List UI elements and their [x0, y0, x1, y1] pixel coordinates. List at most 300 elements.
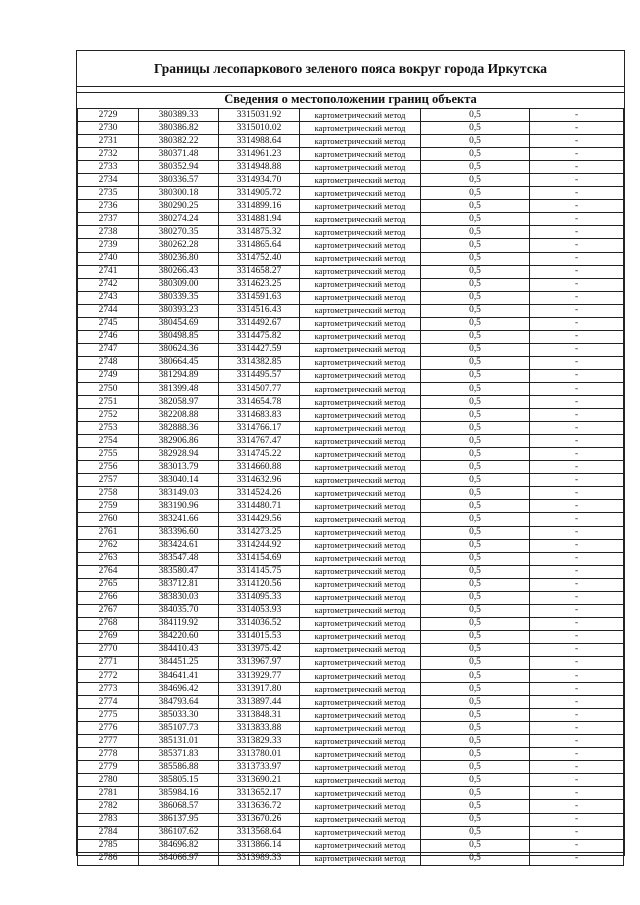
- accuracy-cell: 0,5: [421, 630, 530, 643]
- description-cell: -: [530, 565, 624, 578]
- y-coordinate-cell: 3314961.23: [219, 148, 300, 161]
- method-cell: картометрический метод: [300, 382, 421, 395]
- table-row: [78, 148, 624, 161]
- y-coordinate-cell: 3313866.14: [219, 839, 300, 852]
- y-coordinate-cell: 3314154.69: [219, 552, 300, 565]
- method-cell: картометрический метод: [300, 239, 421, 252]
- y-coordinate-cell: 3313975.42: [219, 643, 300, 656]
- y-coordinate-cell: 3314654.78: [219, 396, 300, 409]
- description-cell: -: [530, 826, 624, 839]
- point-number-cell: 2768: [78, 617, 139, 630]
- x-coordinate-cell: 383424.61: [139, 539, 219, 552]
- table-row: [78, 330, 624, 343]
- accuracy-cell: 0,5: [421, 278, 530, 291]
- x-coordinate-cell: 380339.35: [139, 291, 219, 304]
- method-cell: картометрический метод: [300, 448, 421, 461]
- x-coordinate-cell: 384696.42: [139, 683, 219, 696]
- table-row: [78, 265, 624, 278]
- description-cell: -: [530, 670, 624, 683]
- description-cell: -: [530, 748, 624, 761]
- x-coordinate-cell: 380371.48: [139, 148, 219, 161]
- coordinates-table: [77, 108, 624, 866]
- point-number-cell: 2772: [78, 670, 139, 683]
- method-cell: картометрический метод: [300, 565, 421, 578]
- point-number-cell: 2730: [78, 122, 139, 135]
- method-cell: картометрический метод: [300, 539, 421, 552]
- x-coordinate-cell: 385371.83: [139, 748, 219, 761]
- x-coordinate-cell: 380274.24: [139, 213, 219, 226]
- method-cell: картометрический метод: [300, 604, 421, 617]
- y-coordinate-cell: 3314905.72: [219, 187, 300, 200]
- table-row: [78, 800, 624, 813]
- x-coordinate-cell: 380386.82: [139, 122, 219, 135]
- accuracy-cell: 0,5: [421, 396, 530, 409]
- method-cell: картометрический метод: [300, 422, 421, 435]
- x-coordinate-cell: 383040.14: [139, 474, 219, 487]
- method-cell: картометрический метод: [300, 200, 421, 213]
- x-coordinate-cell: 383547.48: [139, 552, 219, 565]
- table-row: [78, 696, 624, 709]
- table-row: [78, 722, 624, 735]
- point-number-cell: 2746: [78, 330, 139, 343]
- y-coordinate-cell: 3314145.75: [219, 565, 300, 578]
- y-coordinate-cell: 3314516.43: [219, 304, 300, 317]
- table-row: [78, 161, 624, 174]
- accuracy-cell: 0,5: [421, 435, 530, 448]
- y-coordinate-cell: 3314015.53: [219, 630, 300, 643]
- point-number-cell: 2783: [78, 813, 139, 826]
- method-cell: картометрический метод: [300, 226, 421, 239]
- x-coordinate-cell: 385033.30: [139, 709, 219, 722]
- method-cell: картометрический метод: [300, 670, 421, 683]
- accuracy-cell: 0,5: [421, 513, 530, 526]
- description-cell: -: [530, 683, 624, 696]
- table-row: [78, 748, 624, 761]
- description-cell: -: [530, 500, 624, 513]
- point-number-cell: 2734: [78, 174, 139, 187]
- description-cell: -: [530, 409, 624, 422]
- point-number-cell: 2755: [78, 448, 139, 461]
- x-coordinate-cell: 385131.01: [139, 735, 219, 748]
- method-cell: картометрический метод: [300, 461, 421, 474]
- table-row: [78, 578, 624, 591]
- point-number-cell: 2776: [78, 722, 139, 735]
- x-coordinate-cell: 380262.28: [139, 239, 219, 252]
- table-row: [78, 435, 624, 448]
- point-number-cell: 2731: [78, 135, 139, 148]
- point-number-cell: 2754: [78, 435, 139, 448]
- method-cell: картометрический метод: [300, 109, 421, 122]
- x-coordinate-cell: 383190.96: [139, 500, 219, 513]
- description-cell: -: [530, 382, 624, 395]
- method-cell: картометрический метод: [300, 826, 421, 839]
- y-coordinate-cell: 3314591.63: [219, 291, 300, 304]
- description-cell: -: [530, 774, 624, 787]
- x-coordinate-cell: 382928.94: [139, 448, 219, 461]
- method-cell: картометрический метод: [300, 617, 421, 630]
- y-coordinate-cell: 3313917.80: [219, 683, 300, 696]
- y-coordinate-cell: 3314524.26: [219, 487, 300, 500]
- y-coordinate-cell: 3313670.26: [219, 813, 300, 826]
- method-cell: картометрический метод: [300, 578, 421, 591]
- description-cell: -: [530, 187, 624, 200]
- y-coordinate-cell: 3313636.72: [219, 800, 300, 813]
- method-cell: картометрический метод: [300, 330, 421, 343]
- point-number-cell: 2778: [78, 748, 139, 761]
- coordinates-table-body: [78, 109, 624, 866]
- x-coordinate-cell: 384641.41: [139, 670, 219, 683]
- method-cell: картометрический метод: [300, 643, 421, 656]
- accuracy-cell: 0,5: [421, 252, 530, 265]
- x-coordinate-cell: 382208.88: [139, 409, 219, 422]
- description-cell: -: [530, 696, 624, 709]
- accuracy-cell: 0,5: [421, 461, 530, 474]
- method-cell: картометрический метод: [300, 187, 421, 200]
- table-row: [78, 356, 624, 369]
- accuracy-cell: 0,5: [421, 317, 530, 330]
- accuracy-cell: 0,5: [421, 748, 530, 761]
- method-cell: картометрический метод: [300, 591, 421, 604]
- description-cell: -: [530, 252, 624, 265]
- table-row: [78, 787, 624, 800]
- method-cell: картометрический метод: [300, 513, 421, 526]
- accuracy-cell: 0,5: [421, 526, 530, 539]
- y-coordinate-cell: 3314244.92: [219, 539, 300, 552]
- table-row: [78, 839, 624, 852]
- description-cell: -: [530, 200, 624, 213]
- accuracy-cell: 0,5: [421, 213, 530, 226]
- table-row: [78, 656, 624, 669]
- method-cell: картометрический метод: [300, 800, 421, 813]
- description-cell: -: [530, 722, 624, 735]
- method-cell: картометрический метод: [300, 526, 421, 539]
- point-number-cell: 2747: [78, 343, 139, 356]
- method-cell: картометрический метод: [300, 696, 421, 709]
- table-row: [78, 187, 624, 200]
- method-cell: картометрический метод: [300, 735, 421, 748]
- method-cell: картометрический метод: [300, 683, 421, 696]
- y-coordinate-cell: 3314053.93: [219, 604, 300, 617]
- point-number-cell: 2771: [78, 656, 139, 669]
- accuracy-cell: 0,5: [421, 578, 530, 591]
- accuracy-cell: 0,5: [421, 696, 530, 709]
- description-cell: -: [530, 487, 624, 500]
- accuracy-cell: 0,5: [421, 617, 530, 630]
- accuracy-cell: 0,5: [421, 643, 530, 656]
- method-cell: картометрический метод: [300, 656, 421, 669]
- description-cell: -: [530, 317, 624, 330]
- y-coordinate-cell: 3314745.22: [219, 448, 300, 461]
- table-row: [78, 630, 624, 643]
- y-coordinate-cell: 3313690.21: [219, 774, 300, 787]
- y-coordinate-cell: 3314881.94: [219, 213, 300, 226]
- method-cell: картометрический метод: [300, 474, 421, 487]
- accuracy-cell: 0,5: [421, 148, 530, 161]
- table-row: [78, 396, 624, 409]
- description-cell: -: [530, 852, 624, 865]
- table-row: [78, 291, 624, 304]
- accuracy-cell: 0,5: [421, 200, 530, 213]
- method-cell: картометрический метод: [300, 435, 421, 448]
- y-coordinate-cell: 3313829.33: [219, 735, 300, 748]
- accuracy-cell: 0,5: [421, 787, 530, 800]
- point-number-cell: 2741: [78, 265, 139, 278]
- accuracy-cell: 0,5: [421, 474, 530, 487]
- x-coordinate-cell: 386068.57: [139, 800, 219, 813]
- table-row: [78, 826, 624, 839]
- y-coordinate-cell: 3315010.02: [219, 122, 300, 135]
- method-cell: картометрический метод: [300, 356, 421, 369]
- accuracy-cell: 0,5: [421, 800, 530, 813]
- section-subtitle: Сведения о местоположении границ объекта: [224, 92, 477, 106]
- table-row: [78, 252, 624, 265]
- description-cell: -: [530, 461, 624, 474]
- method-cell: картометрический метод: [300, 630, 421, 643]
- table-row: [78, 852, 624, 865]
- method-cell: картометрический метод: [300, 487, 421, 500]
- table-row: [78, 135, 624, 148]
- point-number-cell: 2762: [78, 539, 139, 552]
- point-number-cell: 2750: [78, 382, 139, 395]
- table-row: [78, 683, 624, 696]
- description-cell: -: [530, 265, 624, 278]
- table-row: [78, 813, 624, 826]
- x-coordinate-cell: 380352.94: [139, 161, 219, 174]
- y-coordinate-cell: 3313733.97: [219, 761, 300, 774]
- y-coordinate-cell: 3314683.83: [219, 409, 300, 422]
- accuracy-cell: 0,5: [421, 343, 530, 356]
- table-row: [78, 382, 624, 395]
- point-number-cell: 2773: [78, 683, 139, 696]
- description-cell: -: [530, 643, 624, 656]
- y-coordinate-cell: 3314429.56: [219, 513, 300, 526]
- table-row: [78, 774, 624, 787]
- table-row: [78, 343, 624, 356]
- y-coordinate-cell: 3314480.71: [219, 500, 300, 513]
- accuracy-cell: 0,5: [421, 356, 530, 369]
- point-number-cell: 2766: [78, 591, 139, 604]
- point-number-cell: 2749: [78, 369, 139, 382]
- description-cell: -: [530, 396, 624, 409]
- x-coordinate-cell: 383580.47: [139, 565, 219, 578]
- accuracy-cell: 0,5: [421, 239, 530, 252]
- accuracy-cell: 0,5: [421, 161, 530, 174]
- point-number-cell: 2740: [78, 252, 139, 265]
- point-number-cell: 2769: [78, 630, 139, 643]
- description-cell: -: [530, 539, 624, 552]
- x-coordinate-cell: 380266.43: [139, 265, 219, 278]
- description-cell: -: [530, 356, 624, 369]
- description-cell: -: [530, 109, 624, 122]
- description-cell: -: [530, 422, 624, 435]
- point-number-cell: 2743: [78, 291, 139, 304]
- method-cell: картометрический метод: [300, 174, 421, 187]
- point-number-cell: 2779: [78, 761, 139, 774]
- x-coordinate-cell: 382888.36: [139, 422, 219, 435]
- table-row: [78, 500, 624, 513]
- accuracy-cell: 0,5: [421, 135, 530, 148]
- description-cell: -: [530, 435, 624, 448]
- description-cell: -: [530, 448, 624, 461]
- y-coordinate-cell: 3315031.92: [219, 109, 300, 122]
- accuracy-cell: 0,5: [421, 826, 530, 839]
- y-coordinate-cell: 3314475.82: [219, 330, 300, 343]
- x-coordinate-cell: 380290.25: [139, 200, 219, 213]
- description-cell: -: [530, 369, 624, 382]
- table-row: [78, 526, 624, 539]
- x-coordinate-cell: 383241.66: [139, 513, 219, 526]
- y-coordinate-cell: 3314095.33: [219, 591, 300, 604]
- description-cell: -: [530, 630, 624, 643]
- y-coordinate-cell: 3314273.25: [219, 526, 300, 539]
- x-coordinate-cell: 380624.36: [139, 343, 219, 356]
- table-row: [78, 409, 624, 422]
- y-coordinate-cell: 3314036.52: [219, 617, 300, 630]
- y-coordinate-cell: 3314120.56: [219, 578, 300, 591]
- y-coordinate-cell: 3314632.96: [219, 474, 300, 487]
- x-coordinate-cell: 383830.03: [139, 591, 219, 604]
- accuracy-cell: 0,5: [421, 330, 530, 343]
- y-coordinate-cell: 3314934.70: [219, 174, 300, 187]
- accuracy-cell: 0,5: [421, 591, 530, 604]
- y-coordinate-cell: 3314766.17: [219, 422, 300, 435]
- table-row: [78, 474, 624, 487]
- method-cell: картометрический метод: [300, 396, 421, 409]
- table-row: [78, 552, 624, 565]
- accuracy-cell: 0,5: [421, 487, 530, 500]
- point-number-cell: 2752: [78, 409, 139, 422]
- description-cell: -: [530, 239, 624, 252]
- method-cell: картометрический метод: [300, 304, 421, 317]
- accuracy-cell: 0,5: [421, 448, 530, 461]
- point-number-cell: 2751: [78, 396, 139, 409]
- y-coordinate-cell: 3314658.27: [219, 265, 300, 278]
- table-row: [78, 487, 624, 500]
- table-row: [78, 670, 624, 683]
- description-cell: -: [530, 226, 624, 239]
- method-cell: картометрический метод: [300, 213, 421, 226]
- description-cell: -: [530, 513, 624, 526]
- description-cell: -: [530, 813, 624, 826]
- point-number-cell: 2729: [78, 109, 139, 122]
- table-row: [78, 109, 624, 122]
- y-coordinate-cell: 3314752.40: [219, 252, 300, 265]
- y-coordinate-cell: 3314495.57: [219, 369, 300, 382]
- point-number-cell: 2742: [78, 278, 139, 291]
- y-coordinate-cell: 3314427.59: [219, 343, 300, 356]
- x-coordinate-cell: 380300.18: [139, 187, 219, 200]
- table-row: [78, 213, 624, 226]
- description-cell: -: [530, 474, 624, 487]
- accuracy-cell: 0,5: [421, 735, 530, 748]
- y-coordinate-cell: 3314382.85: [219, 356, 300, 369]
- method-cell: картометрический метод: [300, 317, 421, 330]
- description-cell: -: [530, 787, 624, 800]
- y-coordinate-cell: 3313833.88: [219, 722, 300, 735]
- x-coordinate-cell: 380389.33: [139, 109, 219, 122]
- point-number-cell: 2785: [78, 839, 139, 852]
- y-coordinate-cell: 3313848.31: [219, 709, 300, 722]
- x-coordinate-cell: 380382.22: [139, 135, 219, 148]
- description-cell: -: [530, 304, 624, 317]
- x-coordinate-cell: 380393.23: [139, 304, 219, 317]
- point-number-cell: 2737: [78, 213, 139, 226]
- description-cell: -: [530, 604, 624, 617]
- y-coordinate-cell: 3314767.47: [219, 435, 300, 448]
- x-coordinate-cell: 382058.97: [139, 396, 219, 409]
- point-number-cell: 2748: [78, 356, 139, 369]
- point-number-cell: 2770: [78, 643, 139, 656]
- table-row: [78, 304, 624, 317]
- x-coordinate-cell: 384066.97: [139, 852, 219, 865]
- table-row: [78, 461, 624, 474]
- table-row: [78, 591, 624, 604]
- point-number-cell: 2744: [78, 304, 139, 317]
- y-coordinate-cell: 3314899.16: [219, 200, 300, 213]
- point-number-cell: 2761: [78, 526, 139, 539]
- x-coordinate-cell: 385805.15: [139, 774, 219, 787]
- point-number-cell: 2786: [78, 852, 139, 865]
- accuracy-cell: 0,5: [421, 565, 530, 578]
- x-coordinate-cell: 380454.69: [139, 317, 219, 330]
- table-row: [78, 317, 624, 330]
- accuracy-cell: 0,5: [421, 813, 530, 826]
- method-cell: картометрический метод: [300, 813, 421, 826]
- x-coordinate-cell: 381399.48: [139, 382, 219, 395]
- point-number-cell: 2764: [78, 565, 139, 578]
- method-cell: картометрический метод: [300, 409, 421, 422]
- method-cell: картометрический метод: [300, 774, 421, 787]
- accuracy-cell: 0,5: [421, 382, 530, 395]
- method-cell: картометрический метод: [300, 552, 421, 565]
- table-row: [78, 617, 624, 630]
- description-cell: -: [530, 135, 624, 148]
- point-number-cell: 2757: [78, 474, 139, 487]
- method-cell: картометрический метод: [300, 343, 421, 356]
- method-cell: картометрический метод: [300, 265, 421, 278]
- accuracy-cell: 0,5: [421, 539, 530, 552]
- x-coordinate-cell: 385984.16: [139, 787, 219, 800]
- accuracy-cell: 0,5: [421, 852, 530, 865]
- y-coordinate-cell: 3313652.17: [219, 787, 300, 800]
- point-number-cell: 2753: [78, 422, 139, 435]
- x-coordinate-cell: 382906.86: [139, 435, 219, 448]
- accuracy-cell: 0,5: [421, 552, 530, 565]
- method-cell: картометрический метод: [300, 278, 421, 291]
- accuracy-cell: 0,5: [421, 291, 530, 304]
- point-number-cell: 2784: [78, 826, 139, 839]
- accuracy-cell: 0,5: [421, 839, 530, 852]
- x-coordinate-cell: 386107.62: [139, 826, 219, 839]
- point-number-cell: 2745: [78, 317, 139, 330]
- description-cell: -: [530, 213, 624, 226]
- y-coordinate-cell: 3313780.01: [219, 748, 300, 761]
- method-cell: картометрический метод: [300, 135, 421, 148]
- x-coordinate-cell: 385107.73: [139, 722, 219, 735]
- point-number-cell: 2782: [78, 800, 139, 813]
- description-cell: -: [530, 709, 624, 722]
- method-cell: картометрический метод: [300, 761, 421, 774]
- x-coordinate-cell: 384410.43: [139, 643, 219, 656]
- accuracy-cell: 0,5: [421, 670, 530, 683]
- point-number-cell: 2736: [78, 200, 139, 213]
- table-row: [78, 369, 624, 382]
- method-cell: картометрический метод: [300, 787, 421, 800]
- point-number-cell: 2756: [78, 461, 139, 474]
- x-coordinate-cell: 386137.95: [139, 813, 219, 826]
- x-coordinate-cell: 381294.89: [139, 369, 219, 382]
- description-cell: -: [530, 735, 624, 748]
